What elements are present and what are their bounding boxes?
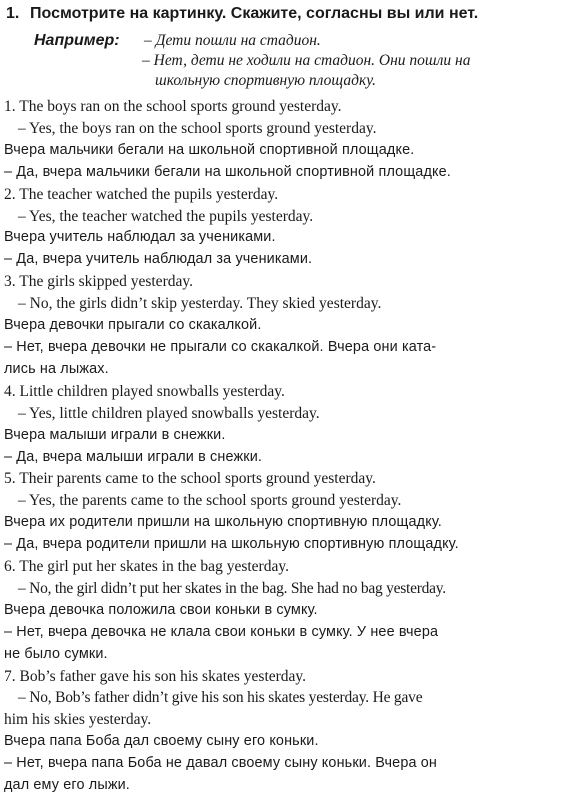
list-item <box>4 381 552 469</box>
exercise-header <box>6 4 478 24</box>
item-translation-question: Вчера учитель наблюдал за учениками. <box>4 229 276 246</box>
list-item <box>4 666 552 797</box>
item-answer: – Yes, little children played snowballs yesterday. <box>18 404 320 422</box>
item-question: 2. The teacher watched the pupils yesterday. <box>4 185 279 203</box>
item-question: 6. The girl put her skates in the bag yesterday. <box>4 558 289 576</box>
answer-list <box>4 96 552 797</box>
item-translation-question: Вчера папа Боба дал своему сыну его коньки. <box>4 733 319 750</box>
item-answer: – No, the girl didn’t put her skates in the bag. She had no bag yesterday. <box>18 579 446 597</box>
item-translation-question: Вчера девочки прыгали со скакалкой. <box>4 317 262 334</box>
item-translation-answer: – Да, вчера учитель наблюдал за учениками. <box>4 251 313 268</box>
example-line-3: школьную спортивную площадку. <box>155 72 377 89</box>
item-translation-answer: – Да, вчера мальчики бегали на школьной спортивной площадке. <box>4 163 451 180</box>
item-answer: – Yes, the teacher watched the pupils yesterday. <box>18 207 314 225</box>
item-translation-answer-line-1: – Нет, вчера девочки не прыгали со скакалкой. Вчера они ката- <box>4 338 437 355</box>
list-item <box>4 96 552 184</box>
item-translation-answer: – Да, вчера родители пришли на школьную спортивную площадку. <box>4 536 459 553</box>
item-translation-answer-line-2: не было сумки. <box>4 645 108 662</box>
item-translation-answer-line-2: дал ему его лыжи. <box>4 777 130 794</box>
item-answer: – Yes, the boys ran on the school sports ground yesterday. <box>18 119 377 137</box>
item-question: 1. The boys ran on the school sports ground yesterday. <box>4 98 342 115</box>
item-translation-question: Вчера их родители пришли на школьную спортивную площадку. <box>4 514 442 531</box>
item-answer-line-2: him his skies yesterday. <box>4 711 152 729</box>
example-line-2: – Нет, дети не ходили на стадион. Они пошли на <box>142 52 471 69</box>
example-label: Например: <box>34 32 120 49</box>
item-translation-answer-line-2: лись на лыжах. <box>4 360 109 377</box>
item-translation-answer: – Да, вчера малыши играли в снежки. <box>4 448 263 465</box>
example-line-1: – Дети пошли на стадион. <box>144 32 321 49</box>
item-question: 4. Little children played snowballs yesterday. <box>4 382 285 400</box>
exercise-number: 1. <box>6 5 20 22</box>
item-translation-question: Вчера девочка положила свои коньки в сумку. <box>4 601 318 618</box>
item-translation-question: Вчера мальчики бегали на школьной спортивной площадке. <box>4 141 415 158</box>
list-item <box>4 468 552 556</box>
list-item <box>4 556 552 666</box>
item-answer-line-1: – No, Bob’s father didn’t give his son his skates yesterday. He gave <box>18 689 423 707</box>
item-question: 7. Bob’s father gave his son his skates yesterday. <box>4 667 307 685</box>
item-translation-question: Вчера малыши играли в снежки. <box>4 426 226 443</box>
item-answer: – Yes, the parents came to the school sports ground yesterday. <box>18 492 402 510</box>
list-item <box>4 184 552 272</box>
item-answer: – No, the girls didn’t skip yesterday. They skied yesterday. <box>18 295 382 313</box>
item-translation-answer-line-1: – Нет, вчера девочка не клала свои коньки в сумку. У нее вчера <box>4 623 439 640</box>
exercise-instruction: Посмотрите на картинку. Скажите, согласны вы или нет. <box>30 5 479 22</box>
item-translation-answer-line-1: – Нет, вчера папа Боба не давал своему сыну коньки. Вчера он <box>4 755 438 772</box>
item-question: 5. Their parents came to the school sports ground yesterday. <box>4 470 376 488</box>
list-item <box>4 271 552 381</box>
item-question: 3. The girls skipped yesterday. <box>4 273 193 291</box>
